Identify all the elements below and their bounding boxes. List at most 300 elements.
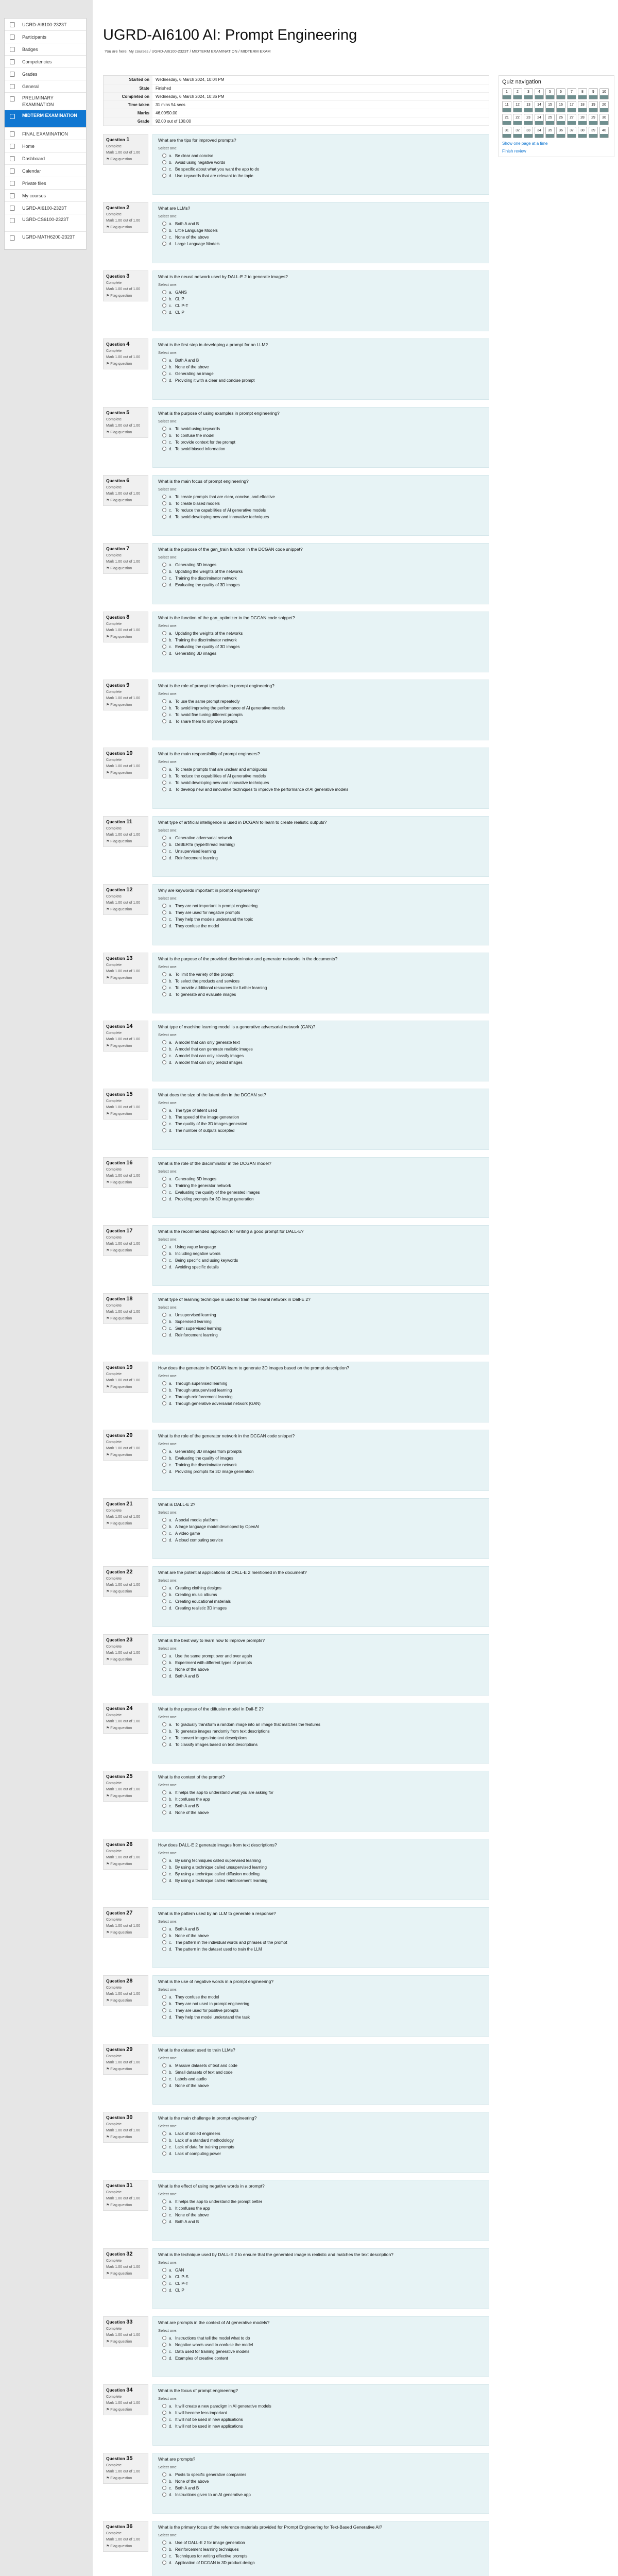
radio-button[interactable] — [162, 2151, 166, 2156]
quiz-nav-button[interactable]: 40 — [599, 127, 609, 138]
radio-button[interactable] — [162, 774, 166, 778]
flag-question-button[interactable] — [106, 839, 145, 843]
radio-button[interactable] — [162, 2063, 166, 2067]
answer-option[interactable] — [162, 439, 484, 446]
radio-button[interactable] — [162, 1395, 166, 1399]
radio-button[interactable] — [162, 2138, 166, 2142]
answer-option[interactable] — [162, 582, 484, 588]
answer-option[interactable] — [162, 978, 484, 985]
radio-button[interactable] — [162, 1449, 166, 1453]
radio-button[interactable] — [162, 1319, 166, 1324]
flag-question-button[interactable] — [106, 1589, 145, 1594]
answer-option[interactable] — [162, 1053, 484, 1059]
radio-button[interactable] — [162, 767, 166, 771]
quiz-nav-button[interactable]: 12 — [513, 101, 522, 112]
answer-option[interactable] — [162, 2280, 484, 2287]
radio-button[interactable] — [162, 1122, 166, 1126]
answer-option[interactable] — [162, 2001, 484, 2007]
answer-option[interactable] — [162, 991, 484, 998]
flag-question-button[interactable] — [106, 1453, 145, 1457]
radio-button[interactable] — [162, 174, 166, 178]
answer-option[interactable] — [162, 1721, 484, 1728]
radio-button[interactable] — [162, 1995, 166, 1999]
sidebar-item-1[interactable] — [5, 31, 86, 43]
radio-button[interactable] — [162, 2404, 166, 2408]
answer-option[interactable] — [162, 357, 484, 364]
answer-option[interactable] — [162, 2348, 484, 2355]
radio-button[interactable] — [162, 1729, 166, 1733]
quiz-nav-button[interactable]: 9 — [589, 88, 598, 99]
answer-option[interactable] — [162, 855, 484, 861]
radio-button[interactable] — [162, 1586, 166, 1590]
answer-option[interactable] — [162, 1400, 484, 1407]
radio-button[interactable] — [162, 1251, 166, 1256]
answer-option[interactable] — [162, 1325, 484, 1332]
quiz-nav-button[interactable]: 35 — [545, 127, 555, 138]
radio-button[interactable] — [162, 2213, 166, 2217]
answer-option[interactable] — [162, 1796, 484, 1803]
radio-button[interactable] — [162, 2424, 166, 2428]
radio-button[interactable] — [162, 2015, 166, 2019]
radio-button[interactable] — [162, 1606, 166, 1610]
radio-button[interactable] — [162, 1177, 166, 1181]
quiz-nav-button[interactable]: 23 — [524, 114, 533, 125]
flag-question-button[interactable] — [106, 771, 145, 775]
answer-option[interactable] — [162, 1926, 484, 1933]
answer-option[interactable] — [162, 835, 484, 841]
radio-button[interactable] — [162, 719, 166, 723]
radio-button[interactable] — [162, 310, 166, 314]
radio-button[interactable] — [162, 235, 166, 239]
radio-button[interactable] — [162, 1531, 166, 1535]
radio-button[interactable] — [162, 1456, 166, 1460]
radio-button[interactable] — [162, 1401, 166, 1405]
radio-button[interactable] — [162, 2199, 166, 2204]
answer-option[interactable] — [162, 2342, 484, 2348]
radio-button[interactable] — [162, 904, 166, 908]
radio-button[interactable] — [162, 378, 166, 382]
radio-button[interactable] — [162, 297, 166, 301]
quiz-nav-button[interactable]: 36 — [556, 127, 565, 138]
radio-button[interactable] — [162, 986, 166, 990]
answer-option[interactable] — [162, 1448, 484, 1455]
flag-question-button[interactable] — [106, 1248, 145, 1252]
answer-option[interactable] — [162, 152, 484, 159]
answer-option[interactable] — [162, 1039, 484, 1046]
sidebar-item-13[interactable] — [5, 190, 86, 202]
answer-option[interactable] — [162, 2492, 484, 2498]
answer-option[interactable] — [162, 1653, 484, 1659]
flag-question-button[interactable] — [106, 2203, 145, 2207]
quiz-nav-button[interactable]: 29 — [589, 114, 598, 125]
answer-option[interactable] — [162, 1939, 484, 1946]
answer-option[interactable] — [162, 630, 484, 637]
flag-question-button[interactable] — [106, 2408, 145, 2412]
radio-button[interactable] — [162, 836, 166, 840]
radio-button[interactable] — [162, 1947, 166, 1951]
answer-option[interactable] — [162, 1877, 484, 1884]
radio-button[interactable] — [162, 358, 166, 362]
radio-button[interactable] — [162, 2349, 166, 2353]
flag-question-button[interactable] — [106, 566, 145, 570]
radio-button[interactable] — [162, 699, 166, 703]
answer-option[interactable] — [162, 1728, 484, 1735]
radio-button[interactable] — [162, 2275, 166, 2279]
sidebar-item-14[interactable] — [5, 202, 86, 214]
answer-option[interactable] — [162, 1196, 484, 1202]
answer-option[interactable] — [162, 159, 484, 166]
answer-option[interactable] — [162, 1394, 484, 1400]
quiz-nav-button[interactable]: 31 — [502, 127, 511, 138]
quiz-nav-button[interactable]: 8 — [578, 88, 587, 99]
radio-button[interactable] — [162, 1797, 166, 1801]
quiz-nav-button[interactable]: 24 — [535, 114, 544, 125]
answer-option[interactable] — [162, 923, 484, 929]
radio-button[interactable] — [162, 2206, 166, 2210]
answer-option[interactable] — [162, 773, 484, 779]
answer-option[interactable] — [162, 1312, 484, 1318]
answer-option[interactable] — [162, 1789, 484, 1796]
answer-option[interactable] — [162, 1585, 484, 1591]
answer-option[interactable] — [162, 1244, 484, 1250]
sidebar-item-3[interactable] — [5, 56, 86, 68]
radio-button[interactable] — [162, 515, 166, 519]
radio-button[interactable] — [162, 2547, 166, 2551]
radio-button[interactable] — [162, 1469, 166, 1473]
radio-button[interactable] — [162, 631, 166, 635]
radio-button[interactable] — [162, 1810, 166, 1815]
radio-button[interactable] — [162, 1865, 166, 1869]
answer-option[interactable] — [162, 650, 484, 657]
answer-option[interactable] — [162, 1059, 484, 1066]
radio-button[interactable] — [162, 2411, 166, 2415]
answer-option[interactable] — [162, 718, 484, 725]
quiz-nav-button[interactable]: 22 — [513, 114, 522, 125]
radio-button[interactable] — [162, 2479, 166, 2483]
answer-option[interactable] — [162, 2560, 484, 2566]
quiz-nav-button[interactable]: 4 — [535, 88, 544, 99]
radio-button[interactable] — [162, 154, 166, 158]
answer-option[interactable] — [162, 241, 484, 247]
flag-question-button[interactable] — [106, 907, 145, 911]
answer-option[interactable] — [162, 227, 484, 234]
radio-button[interactable] — [162, 706, 166, 710]
answer-option[interactable] — [162, 1517, 484, 1523]
answer-option[interactable] — [162, 289, 484, 296]
radio-button[interactable] — [162, 2472, 166, 2477]
answer-option[interactable] — [162, 500, 484, 507]
sidebar-item-0[interactable] — [5, 19, 86, 31]
flag-question-button[interactable] — [106, 362, 145, 366]
answer-option[interactable] — [162, 173, 484, 179]
flag-question-button[interactable] — [106, 1998, 145, 2003]
answer-option[interactable] — [162, 2137, 484, 2144]
quiz-nav-button[interactable]: 15 — [545, 101, 555, 112]
flag-question-button[interactable] — [106, 294, 145, 298]
quiz-nav-button[interactable]: 28 — [578, 114, 587, 125]
radio-button[interactable] — [162, 787, 166, 791]
radio-button[interactable] — [162, 1742, 166, 1747]
radio-button[interactable] — [162, 583, 166, 587]
radio-button[interactable] — [162, 1858, 166, 1862]
flag-question-button[interactable] — [106, 225, 145, 229]
radio-button[interactable] — [162, 2083, 166, 2088]
flag-question-button[interactable] — [106, 2135, 145, 2139]
radio-button[interactable] — [162, 1190, 166, 1194]
answer-option[interactable] — [162, 2076, 484, 2082]
radio-button[interactable] — [162, 992, 166, 996]
radio-button[interactable] — [162, 2131, 166, 2136]
answer-option[interactable] — [162, 1189, 484, 1196]
radio-button[interactable] — [162, 563, 166, 567]
answer-option[interactable] — [162, 494, 484, 500]
quiz-nav-button[interactable]: 33 — [524, 127, 533, 138]
quiz-nav-button[interactable]: 6 — [556, 88, 565, 99]
answer-option[interactable] — [162, 2212, 484, 2218]
answer-option[interactable] — [162, 1666, 484, 1673]
radio-button[interactable] — [162, 1524, 166, 1529]
answer-option[interactable] — [162, 2485, 484, 2492]
answer-option[interactable] — [162, 2416, 484, 2423]
radio-button[interactable] — [162, 2540, 166, 2545]
answer-option[interactable] — [162, 2218, 484, 2225]
radio-button[interactable] — [162, 371, 166, 376]
answer-option[interactable] — [162, 1598, 484, 1605]
answer-option[interactable] — [162, 296, 484, 302]
radio-button[interactable] — [162, 1667, 166, 1671]
answer-option[interactable] — [162, 1264, 484, 1270]
answer-option[interactable] — [162, 514, 484, 520]
radio-button[interactable] — [162, 1258, 166, 1262]
answer-option[interactable] — [162, 2205, 484, 2212]
quiz-nav-button[interactable]: 18 — [578, 101, 587, 112]
answer-option[interactable] — [162, 1127, 484, 1134]
quiz-nav-button[interactable]: 7 — [567, 88, 576, 99]
answer-option[interactable] — [162, 1250, 484, 1257]
answer-option[interactable] — [162, 234, 484, 241]
radio-button[interactable] — [162, 1660, 166, 1665]
radio-button[interactable] — [162, 849, 166, 853]
answer-option[interactable] — [162, 2335, 484, 2342]
radio-button[interactable] — [162, 1674, 166, 1678]
answer-option[interactable] — [162, 1673, 484, 1680]
answer-option[interactable] — [162, 446, 484, 452]
quiz-nav-button[interactable]: 14 — [535, 101, 544, 112]
answer-option[interactable] — [162, 637, 484, 643]
radio-button[interactable] — [162, 1599, 166, 1603]
quiz-nav-button[interactable]: 39 — [589, 127, 598, 138]
answer-option[interactable] — [162, 2082, 484, 2089]
quiz-nav-button[interactable]: 16 — [556, 101, 565, 112]
radio-button[interactable] — [162, 910, 166, 914]
answer-option[interactable] — [162, 221, 484, 227]
radio-button[interactable] — [162, 917, 166, 921]
radio-button[interactable] — [162, 228, 166, 232]
radio-button[interactable] — [162, 1538, 166, 1542]
radio-button[interactable] — [162, 290, 166, 294]
radio-button[interactable] — [162, 242, 166, 246]
quiz-nav-button[interactable]: 10 — [599, 88, 609, 99]
radio-button[interactable] — [162, 1722, 166, 1726]
radio-button[interactable] — [162, 645, 166, 649]
flag-question-button[interactable] — [106, 1180, 145, 1184]
answer-option[interactable] — [162, 1864, 484, 1871]
quiz-nav-button[interactable]: 17 — [567, 101, 576, 112]
answer-option[interactable] — [162, 705, 484, 711]
answer-option[interactable] — [162, 1114, 484, 1121]
flag-question-button[interactable] — [106, 1930, 145, 1935]
radio-button[interactable] — [162, 433, 166, 437]
answer-option[interactable] — [162, 643, 484, 650]
flag-question-button[interactable] — [106, 1112, 145, 1116]
answer-option[interactable] — [162, 377, 484, 384]
radio-button[interactable] — [162, 1790, 166, 1794]
radio-button[interactable] — [162, 2561, 166, 2565]
answer-option[interactable] — [162, 568, 484, 575]
answer-option[interactable] — [162, 1809, 484, 1816]
answer-option[interactable] — [162, 2539, 484, 2546]
answer-option[interactable] — [162, 1387, 484, 1394]
radio-button[interactable] — [162, 222, 166, 226]
answer-option[interactable] — [162, 1659, 484, 1666]
radio-button[interactable] — [162, 2288, 166, 2292]
answer-option[interactable] — [162, 2274, 484, 2280]
flag-question-button[interactable] — [106, 2067, 145, 2071]
radio-button[interactable] — [162, 2268, 166, 2272]
answer-option[interactable] — [162, 370, 484, 377]
quiz-nav-button[interactable]: 34 — [535, 127, 544, 138]
radio-button[interactable] — [162, 781, 166, 785]
radio-button[interactable] — [162, 1197, 166, 1201]
answer-option[interactable] — [162, 1182, 484, 1189]
answer-option[interactable] — [162, 1933, 484, 1939]
answer-option[interactable] — [162, 1523, 484, 1530]
flag-question-button[interactable] — [106, 2476, 145, 2480]
radio-button[interactable] — [162, 569, 166, 573]
quiz-nav-button[interactable]: 1 — [502, 88, 511, 99]
radio-button[interactable] — [162, 1878, 166, 1883]
radio-button[interactable] — [162, 979, 166, 983]
flag-question-button[interactable] — [106, 1385, 145, 1389]
quiz-nav-button[interactable]: 13 — [524, 101, 533, 112]
radio-button[interactable] — [162, 1115, 166, 1119]
sidebar-item-7[interactable] — [5, 110, 86, 128]
radio-button[interactable] — [162, 303, 166, 308]
answer-option[interactable] — [162, 1591, 484, 1598]
radio-button[interactable] — [162, 1060, 166, 1064]
answer-option[interactable] — [162, 1380, 484, 1387]
quiz-nav-button[interactable]: 2 — [513, 88, 522, 99]
answer-option[interactable] — [162, 2546, 484, 2553]
answer-option[interactable] — [162, 916, 484, 923]
flag-question-button[interactable] — [106, 2340, 145, 2344]
answer-option[interactable] — [162, 903, 484, 909]
radio-button[interactable] — [162, 2070, 166, 2074]
flag-question-button[interactable] — [106, 2544, 145, 2548]
answer-option[interactable] — [162, 1176, 484, 1182]
quiz-nav-button[interactable]: 5 — [545, 88, 555, 99]
answer-option[interactable] — [162, 2014, 484, 2021]
radio-button[interactable] — [162, 1326, 166, 1330]
radio-button[interactable] — [162, 447, 166, 451]
radio-button[interactable] — [162, 2002, 166, 2006]
radio-button[interactable] — [162, 1245, 166, 1249]
sidebar-item-8[interactable] — [5, 128, 86, 140]
radio-button[interactable] — [162, 1463, 166, 1467]
quiz-nav-button[interactable]: 20 — [599, 101, 609, 112]
answer-option[interactable] — [162, 711, 484, 718]
show-one-page-link[interactable]: Show one page at a time — [502, 141, 548, 146]
flag-question-button[interactable] — [106, 498, 145, 502]
answer-option[interactable] — [162, 2144, 484, 2150]
quiz-nav-button[interactable]: 3 — [524, 88, 533, 99]
sidebar-item-10[interactable] — [5, 152, 86, 165]
answer-option[interactable] — [162, 985, 484, 991]
flag-question-button[interactable] — [106, 635, 145, 639]
answer-option[interactable] — [162, 1605, 484, 1612]
sidebar-item-4[interactable] — [5, 68, 86, 80]
radio-button[interactable] — [162, 2493, 166, 2497]
answer-option[interactable] — [162, 2471, 484, 2478]
answer-option[interactable] — [162, 432, 484, 439]
radio-button[interactable] — [162, 1128, 166, 1132]
answer-option[interactable] — [162, 2423, 484, 2430]
answer-option[interactable] — [162, 1857, 484, 1864]
answer-option[interactable] — [162, 426, 484, 432]
radio-button[interactable] — [162, 1381, 166, 1385]
radio-button[interactable] — [162, 1040, 166, 1044]
answer-option[interactable] — [162, 575, 484, 582]
finish-review-link[interactable]: Finish review — [502, 149, 526, 154]
answer-option[interactable] — [162, 2267, 484, 2274]
answer-option[interactable] — [162, 1803, 484, 1809]
answer-option[interactable] — [162, 2069, 484, 2076]
answer-option[interactable] — [162, 1537, 484, 1544]
radio-button[interactable] — [162, 1388, 166, 1392]
answer-option[interactable] — [162, 841, 484, 848]
answer-option[interactable] — [162, 2355, 484, 2362]
radio-button[interactable] — [162, 1934, 166, 1938]
radio-button[interactable] — [162, 1108, 166, 1112]
radio-button[interactable] — [162, 638, 166, 642]
answer-option[interactable] — [162, 562, 484, 568]
answer-option[interactable] — [162, 1946, 484, 1953]
answer-option[interactable] — [162, 779, 484, 786]
answer-option[interactable] — [162, 2150, 484, 2157]
radio-button[interactable] — [162, 427, 166, 431]
radio-button[interactable] — [162, 2008, 166, 2012]
answer-option[interactable] — [162, 786, 484, 793]
quiz-nav-button[interactable]: 27 — [567, 114, 576, 125]
sidebar-item-9[interactable] — [5, 140, 86, 152]
radio-button[interactable] — [162, 1804, 166, 1808]
radio-button[interactable] — [162, 501, 166, 505]
radio-button[interactable] — [162, 651, 166, 655]
answer-option[interactable] — [162, 2410, 484, 2416]
radio-button[interactable] — [162, 1333, 166, 1337]
quiz-nav-button[interactable]: 32 — [513, 127, 522, 138]
radio-button[interactable] — [162, 576, 166, 580]
flag-question-button[interactable] — [106, 976, 145, 980]
answer-option[interactable] — [162, 766, 484, 773]
radio-button[interactable] — [162, 972, 166, 976]
answer-option[interactable] — [162, 1121, 484, 1127]
flag-question-button[interactable] — [106, 1316, 145, 1320]
flag-question-button[interactable] — [106, 1726, 145, 1730]
radio-button[interactable] — [162, 365, 166, 369]
radio-button[interactable] — [162, 1927, 166, 1931]
answer-option[interactable] — [162, 2478, 484, 2485]
